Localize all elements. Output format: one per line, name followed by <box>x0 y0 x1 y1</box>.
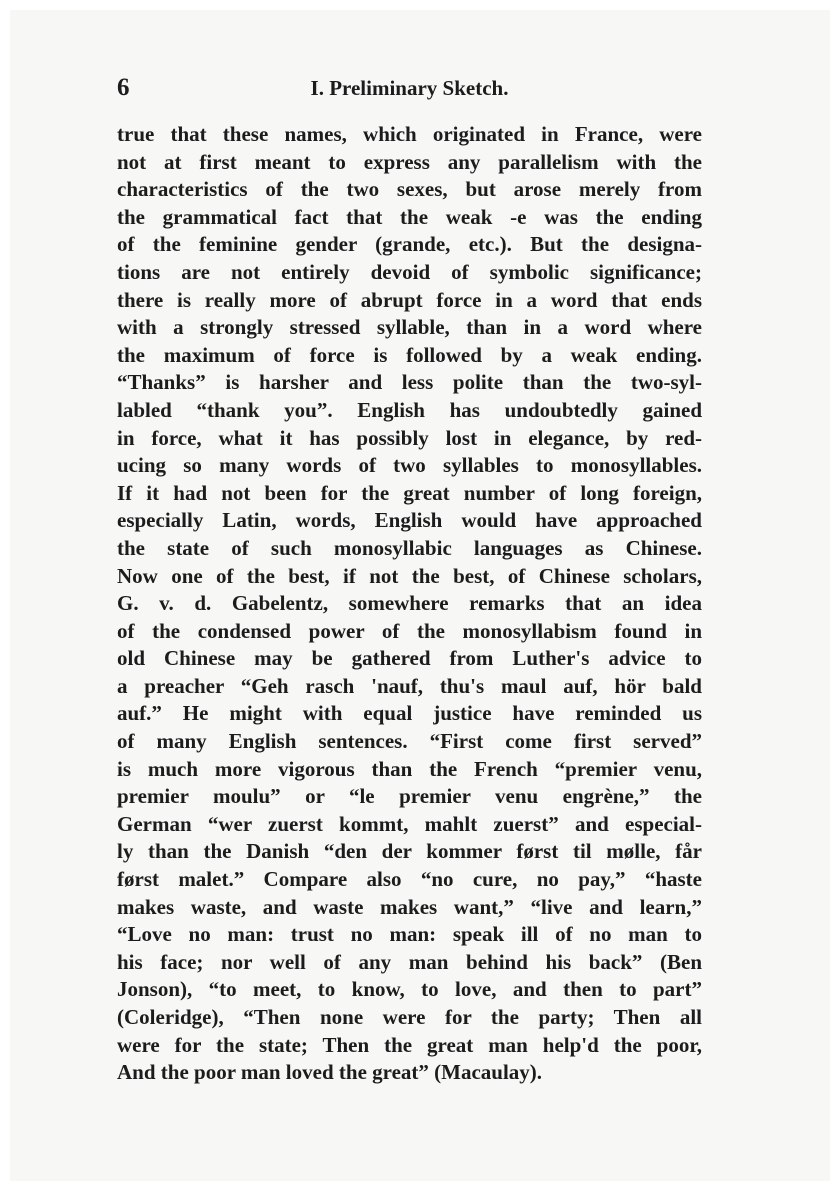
text-line: If it had not been for the great number of long foreign, <box>117 480 702 505</box>
running-head: I. Preliminary Sketch. <box>310 76 509 100</box>
text-line: the maximum of force is followed by a weak ending. <box>117 342 702 367</box>
text-line: a preacher “Geh rasch 'nauf, thu's maul auf, hör bald <box>117 673 702 698</box>
text-line: først malet.” Compare also “no cure, no pay,” “haste <box>117 867 702 892</box>
text-line: of the condensed power of the monosyllabism found in <box>117 618 702 643</box>
text-line: And the poor man loved the great” (Macaulay). <box>117 1060 543 1085</box>
text-line: premier moulu” or “le premier venu engrène,” the <box>117 784 702 809</box>
text-line: (Coleridge), “Then none were for the party; Then all <box>117 1005 702 1029</box>
text-line: with a strongly stressed syllable, than in a word where <box>117 315 702 340</box>
text-line: G. v. d. Gabelentz, somewhere remarks that an idea <box>117 591 702 616</box>
text-line: makes waste, and waste makes want,” “live and learn,” <box>117 894 702 919</box>
text-line: of the feminine gender (grande, etc.). But the designa- <box>117 232 702 257</box>
page-number: 6 <box>117 74 130 101</box>
text-line: old Chinese may be gathered from Luther's advice to <box>117 646 702 671</box>
text-line: there is really more of abrupt force in a word that ends <box>117 287 702 312</box>
text-line: especially Latin, words, English would have approached <box>117 508 702 533</box>
text-line: ly than the Danish “den der kommer først til mølle, får <box>117 839 702 864</box>
text-line: the grammatical fact that the weak -e was the ending <box>117 204 702 229</box>
text-line: characteristics of the two sexes, but arose merely from <box>117 177 702 202</box>
text-line: is much more vigorous than the French “premier venu, <box>117 756 702 781</box>
text-line: ucing so many words of two syllables to monosyllables. <box>117 453 702 478</box>
text-line: Now one of the best, if not the best, of Chinese scholars, <box>117 563 702 588</box>
text-line: the state of such monosyllabic languages as Chinese. <box>117 535 702 560</box>
book-page <box>10 10 830 1181</box>
text-line: German “wer zuerst kommt, mahlt zuerst” and especial- <box>117 811 702 836</box>
text-line: of many English sentences. “First come first served” <box>117 729 702 754</box>
text-line: “Thanks” is harsher and less polite than the two-syl- <box>117 370 702 395</box>
page-header <box>117 74 702 114</box>
text-line: not at first meant to express any parallelism with the <box>117 149 702 174</box>
text-line: “Love no man: trust no man: speak ill of no man to <box>117 922 702 947</box>
text-line: auf.” He might with equal justice have reminded us <box>117 701 702 726</box>
text-line: were for the state; Then the great man help'd the poor, <box>117 1032 702 1057</box>
text-line: his face; nor well of any man behind his back” (Ben <box>117 949 702 974</box>
text-line: in force, what it has possibly lost in elegance, by red- <box>117 425 702 450</box>
text-line: Jonson), “to meet, to know, to love, and then to part” <box>117 977 702 1002</box>
text-line: tions are not entirely devoid of symbolic significance; <box>117 259 702 284</box>
text-line: labled “thank you”. English has undoubtedly gained <box>117 397 702 422</box>
body-text <box>117 121 702 1087</box>
text-line: true that these names, which originated in France, were <box>117 122 702 146</box>
